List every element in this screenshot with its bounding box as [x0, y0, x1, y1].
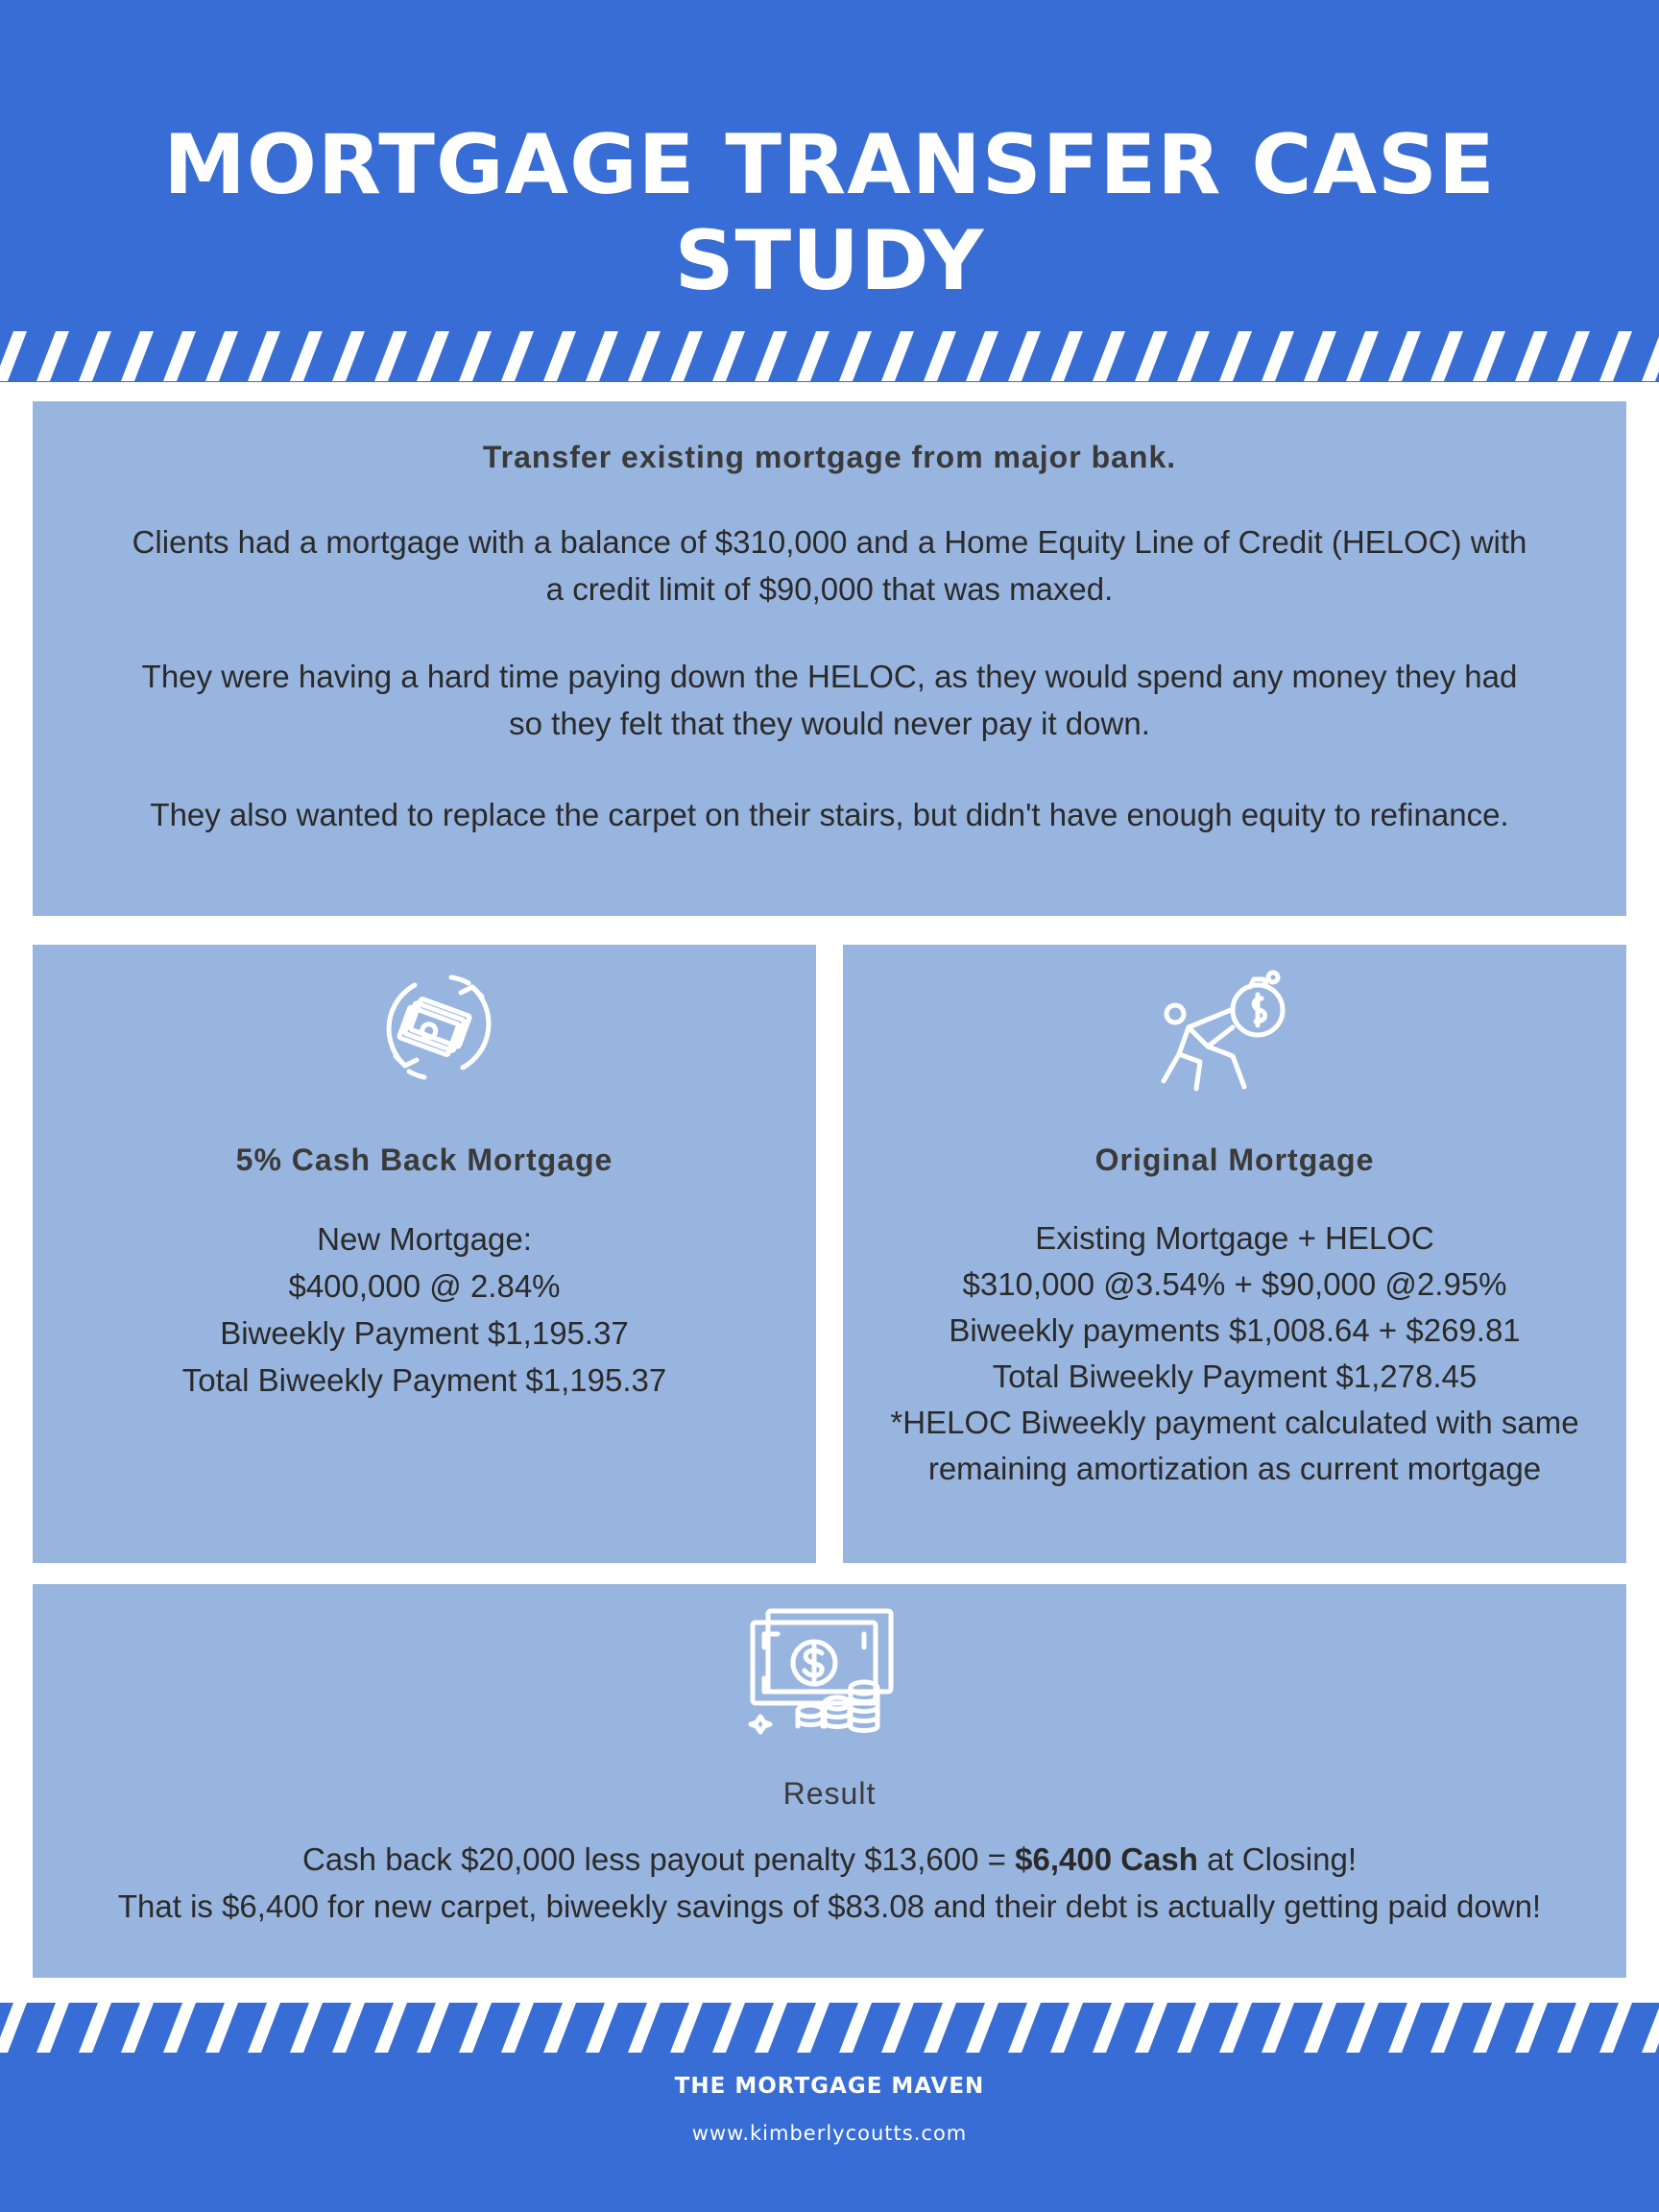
person-pushing-money-bag-icon [1150, 968, 1294, 1094]
top-stripe-divider [0, 331, 1659, 381]
result-card [33, 1584, 1626, 1978]
result-line-1-prefix: Cash back $20,000 less payout penalty $13,600 = [301, 1841, 1016, 1877]
original-line-3: Biweekly payments $1,008.64 + $269.81 [949, 1312, 1521, 1348]
cashback-line-1: New Mortgage: [317, 1221, 532, 1257]
original-line-2: $310,000 @3.54% + $90,000 @2.95% [962, 1266, 1507, 1302]
cashback-heading: 5% Cash Back Mortgage [235, 1142, 613, 1177]
intro-body-2 [33, 653, 1626, 747]
result-heading: Result [782, 1776, 877, 1811]
result-details [33, 1836, 1626, 1930]
footer-brand: THE MORTGAGE MAVEN [674, 2074, 985, 2099]
intro-body-3 [33, 791, 1626, 838]
intro-paragraph-1-line-1: Clients had a mortgage with a balance of $310,000 and a Home Equity Line of Credit (HELOC) with [132, 524, 1527, 560]
page-title: MORTGAGE TRANSFER CASE STUDY [163, 117, 1496, 309]
result-line-2: That is $6,400 for new carpet, biweekly savings of $83.08 and their debt is actually getting paid down! [117, 1888, 1542, 1924]
cashback-line-2: $400,000 @ 2.84% [288, 1268, 561, 1304]
intro-paragraph-1-line-2: a credit limit of $90,000 that was maxed. [545, 571, 1114, 607]
result-line-1-suffix: at Closing! [1197, 1841, 1358, 1877]
intro-paragraph-2-line-1: They were having a hard time paying down the HELOC, as they would spend any money they had [141, 659, 1518, 694]
intro-paragraph-3: They also wanted to replace the carpet on their stairs, but didn't have enough equity to refinance. [150, 797, 1509, 832]
original-heading: Original Mortgage [1094, 1142, 1375, 1177]
original-line-1: Existing Mortgage + HELOC [1035, 1220, 1434, 1256]
original-details [843, 1215, 1626, 1492]
original-card [843, 945, 1626, 1563]
cash-and-coins-icon [743, 1603, 897, 1738]
original-line-4: Total Biweekly Payment $1,278.45 [992, 1358, 1478, 1394]
cashback-line-3: Biweekly Payment $1,195.37 [220, 1315, 629, 1351]
original-line-5: *HELOC Biweekly payment calculated with same [890, 1405, 1579, 1440]
intro-paragraph-2-line-2: so they felt that they would never pay it down. [509, 706, 1150, 741]
cashback-card [33, 945, 816, 1563]
result-cash-amount: $6,400 Cash [1015, 1841, 1198, 1877]
intro-body [33, 518, 1626, 613]
bottom-stripe-divider [0, 2003, 1659, 2053]
intro-heading: Transfer existing mortgage from major bank. [482, 440, 1177, 474]
cashback-line-4: Total Biweekly Payment $1,195.37 [181, 1362, 667, 1398]
cashback-details [33, 1215, 816, 1404]
intro-card [33, 401, 1626, 916]
original-line-6: remaining amortization as current mortgage [927, 1451, 1542, 1486]
money-cycle-icon [376, 964, 501, 1089]
result-line-1 [33, 1836, 1626, 1883]
footer-website: www.kimberlycoutts.com [691, 2122, 968, 2145]
